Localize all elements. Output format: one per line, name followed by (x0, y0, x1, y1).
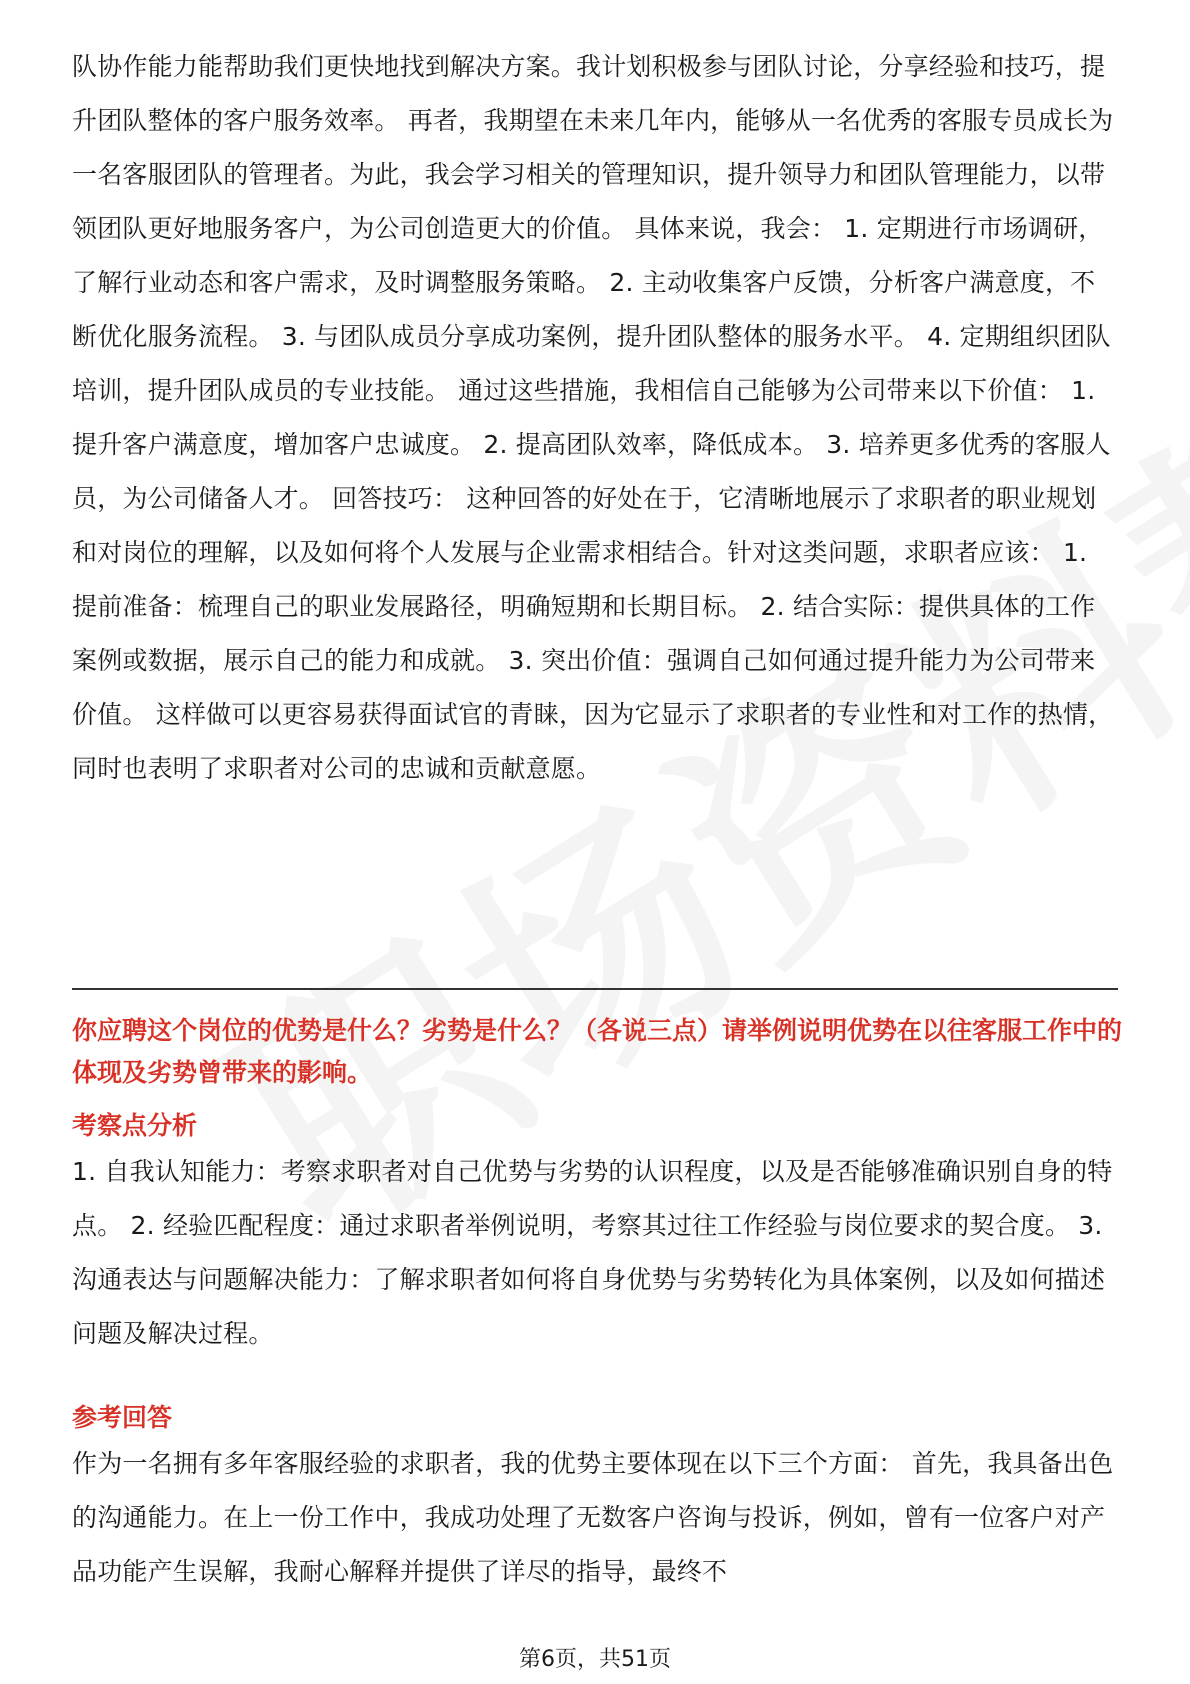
reference-paragraph: 作为一名拥有多年客服经验的求职者，我的优势主要体现在以下三个方面： 首先，我具备出色的沟通能力。在上一份工作中，我成功处理了无数客户咨询与投诉，例如，曾有一位客户对产品功能产生误解，我耐心解释并提供了详尽的指导，最终不 (72, 1449, 1114, 1586)
question-title: 你应聘这个岗位的优势是什么？劣势是什么？（各说三点）请举例说明优势在以往客服工作中的体现及劣势曾带来的影响。 (72, 1016, 1123, 1087)
reference-heading: 参考回答 (72, 1403, 173, 1432)
analysis-heading: 考察点分析 (72, 1111, 198, 1140)
section-divider (72, 988, 1118, 990)
analysis-paragraph: 1. 自我认知能力：考察求职者对自己优势与劣势的认识程度，以及是否能够准确识别自身的特点。 2. 经验匹配程度：通过求职者举例说明，考察其过往工作经验与岗位要求的契合度。 3. 沟通表达与问题解决能力：了解求职者如何将自身优势与劣势转化为具体案例，以及如何描述问题及解决过程。 (72, 1157, 1113, 1348)
intro-paragraph: 队协作能力能帮助我们更快地找到解决方案。我计划积极参与团队讨论，分享经验和技巧，提升团队整体的客户服务效率。 再者，我期望在未来几年内，能够从一名优秀的客服专员成长为一名客服团队的管理者。为此，我会学习相关的管理知识，提升领导力和团队管理能力，以带领团队更好地服务客户，为公司创造更大的价值。 具体来说，我会： 1. 定期进行市场调研，了解行业动态和客户需求，及时调整服务策略。 2. 主动收集客户反馈，分析客户满意度，不断优化服务流程。 3. 与团队成员分享成功案例，提升团队整体的服务水平。 4. 定期组织团队培训，提升团队成员的专业技能。 通过这些措施，我相信自己能够为公司带来以下价值： 1. 提升客户满意度，增加客户忠诚度。 2. 提高团队效率，降低成本。 3. 培养更多优秀的客服人员，为公司储备人才。 回答技巧： 这种回答的好处在于，它清晰地展示了求职者的职业规划和对岗位的理解，以及如何将个人发展与企业需求相结合。针对这类问题，求职者应该： 1. 提前准备：梳理自己的职业发展路径，明确短期和长期目标。 2. 结合实际：提供具体的工作案例或数据，展示自己的能力和成就。 3. 突出价值：强调自己如何通过提升能力为公司带来价值。 这样做可以更容易获得面试官的青睐，因为它显示了求职者的专业性和对工作的热情，同时也表明了求职者对公司的忠诚和贡献意愿。 (72, 52, 1114, 783)
page-number: 第6页，共51页 (519, 1647, 671, 1672)
